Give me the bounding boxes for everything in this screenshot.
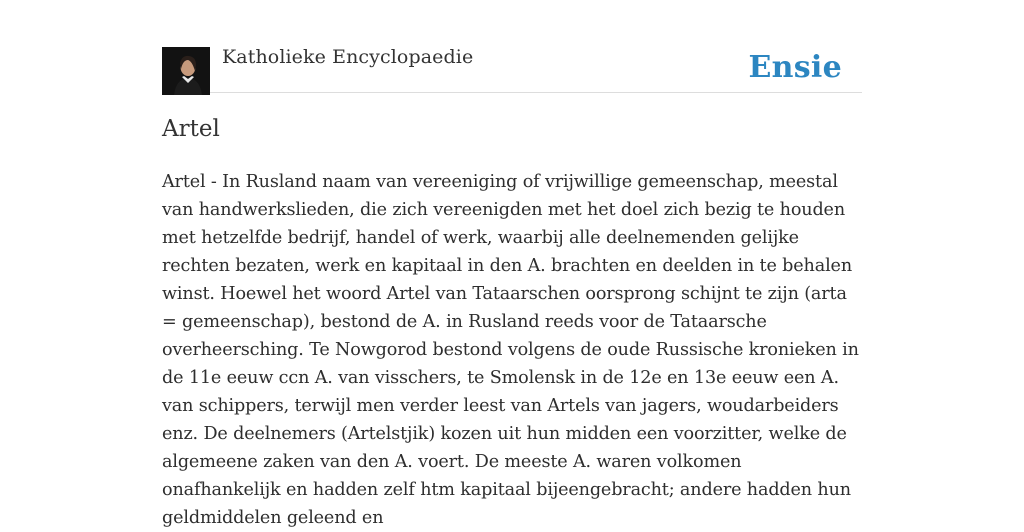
brand-logo[interactable]: Ensie [748, 50, 842, 85]
article-title: Artel [162, 116, 220, 142]
article-body: Artel - In Rusland naam van vereeniging of vrijwillige gemeenschap, meestal van handwerkslieden, die zich vereenigden met het doel zich bezig te houden met hetzelfde bedrijf, handel of werk, waarbij alle deelnemenden gelijke rechten bezaten, werk en kapitaal in den A. brachten en deelden in te behalen winst. Hoewel het woord Artel van Tataarschen oorsprong schijnt te zijn (arta = gemeenschap), bestond de A. in Rusland reeds voor de Tataarsche overheersching. Te Nowgorod bestond volgens de oude Russische kronieken in de 11e eeuw ccn A. van visschers, te Smolensk in de 12e en 13e eeuw een A. van schippers, terwijl men verder leest van Artels van jagers, woudarbeiders enz. De deelnemers (Artelstjik) kozen uit hun midden een voorzitter, welke de algemeene zaken van den A. voert. De meeste A. waren volkomen onafhankelijk en hadden zelf htm kapitaal bijeengebracht; andere hadden hun geldmiddelen geleend en [162, 172, 859, 528]
source-avatar[interactable] [162, 47, 210, 95]
source-name[interactable]: Katholieke Encyclopaedie [222, 46, 474, 68]
site-header [162, 46, 862, 93]
portrait-icon [162, 47, 210, 95]
